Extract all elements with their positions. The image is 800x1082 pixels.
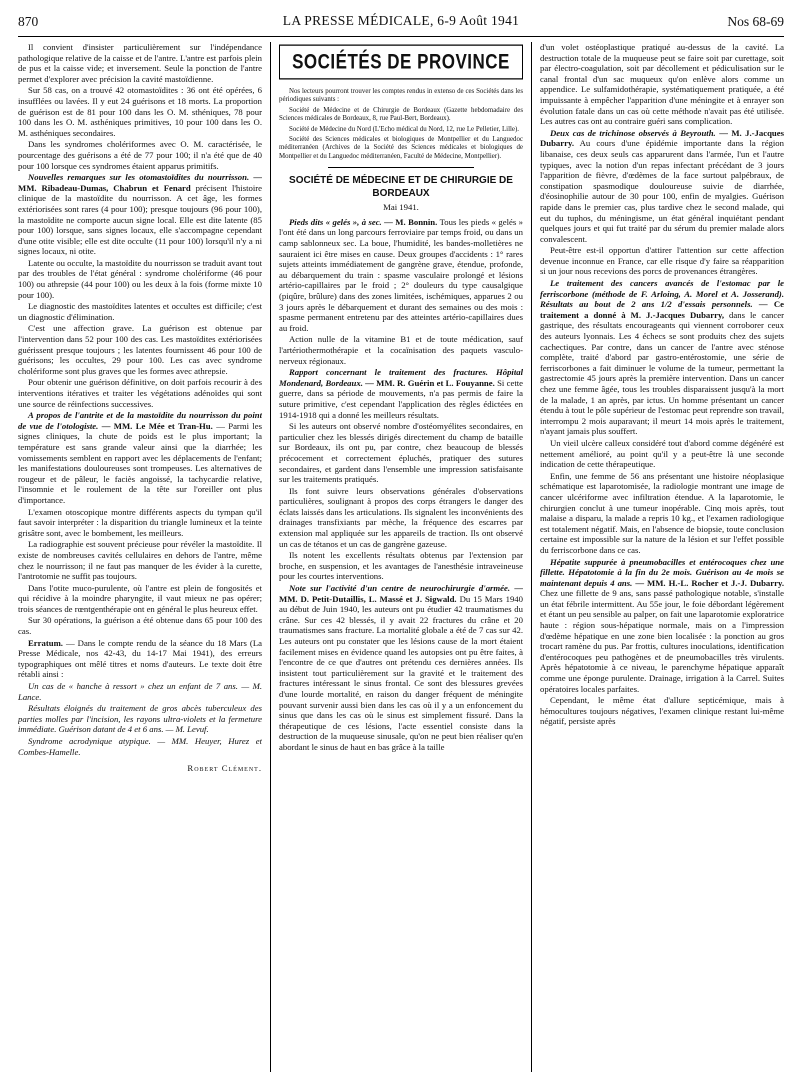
note-item: Société des Sciences médicales et biologiques de Montpellier et du Languedoc méditerranéen (Archives de la Société des Sciences médicales et biologiques de Montpellier et du Languedoc méditerranéen, Faculté de Médecine, Montpellier). — [279, 136, 523, 160]
paragraph: Action nulle de la vitamine B1 et de toute médication, sauf l'artériothermothérapie et la cocaïnisation des paquets vasculo-nerveux régionaux. — [279, 334, 523, 366]
paragraph: Cependant, le même état d'allure septicémique, mais à hémocultures toujours négatives, l'examen clinique restant lui-même négatif, persiste après — [540, 695, 784, 727]
section-heading: SOCIÉTÉS DE PROVINCE — [279, 45, 523, 80]
article-title: Nouvelles remarques sur les otomastoïdites du nourrisson. — [28, 172, 250, 183]
paragraph: Ils font suivre leurs observations générales d'observations particulières, soulignant à propos des corps étrangers le danger des éclats laissés dans les articulations. Ils signalent les inconvénients des drainages transfixiants par mèche, la fréquence des escarres par extension mal appliquée sur les appareils de traction. Ils ont observé un cas de tétanos et un cas de gangrène gazeuse. — [279, 485, 523, 549]
signature: Robert Clément. — [187, 763, 262, 774]
article-title: Deux cas de trichinose observés à Beyrouth. — [550, 127, 716, 138]
article-title: Rapport concernant le traitement des fractures. Hôpital Mondenard, Bordeaux. — [279, 367, 523, 388]
article-antrite — [18, 410, 262, 505]
paragraph: C'est une affection grave. La guérison est obtenue par l'intervention dans 52 pour 100 des cas. Les mastoïdites extériorisées guérissent presque toujours ; les latentes fournissent 46 pour 100 de guérisons; les occultes, 29 pour 100. Les cas avec syndrome cholériforme sont plus graves que les formes avec athrepsie. — [18, 323, 262, 376]
article-body: — Parmi les signes cliniques, la chute de poids est le plus important; la température est sans grande valeur ainsi que la diarrhée; les vomissements semblent en rapport avec les déplacements de l'enfant; les manifestations douloureuses sont trompeuses. Les alternatives de rougeur et de pâleur, le faciès angoissé, la tachycardie relative, l'insomnie et le roulement de la tête sur l'oreiller ont plus d'importance. — [18, 420, 262, 505]
erratum-item — [18, 736, 262, 757]
article-authors: — M. J.-Jacques Dubarry. — [540, 127, 784, 149]
article-body: Du 15 Mars 1940 au début de Juin 1940, les auteurs ont pu étudier 42 traumatismes du crâne. Sur ces 42 blessés, il y avait 22 fractures du crâne et 20 traumatismes sans fracture. La mortalité globale a été de 7 cas sur 42. Les auteurs ont pu constater que les lésions cause de la mort étaient facilement mises en évidence quand les autopsies ont pu être faites, à l'encontre de ce que d'autres ont prétendu ces dernières années. Ils insistent tout particulièrement sur la gravité et le traitement des fractures intéressant le sinus frontal. Ce sont des blessures grevées d'une lourde mortalité, en raison du danger fréquent de méningite pouvant survenir aussi bien dans les cas où il y a un enfoncement du sinus que dans les cas où le sinus est simplement fissuré. Dans la thérapeutique de ces lésions, l'acte essentiel consiste dans la destruction de la muqueuse sinusale, qu'on ne peut bien réaliser qu'en abordant le sinus de haut en bas grâce à la taille — [279, 593, 523, 752]
erratum — [18, 638, 262, 680]
article-body: dans le cancer gastrique, des résultats encourageants qui viennent corroborer ceux des auteurs lyonnais. Les 4 échecs se sont produits chez des sujets cachectiques. Par contre, dans un cancer de l'antre avec sténose complète, traité d'abord par gastro-entérostomie, une série de ferriscorbones a fait diminuer le volume de la tumeur, permettant la gastrectomie 45 jours après la première intervention. Dans un cancer chez une femme âgée, tous les troubles disparaissent jusqu'à la mort de la malade, 1 an après, par ictus. Un homme présentant un cancer étendu à tout le pôle supérieur de l'estomac peut reprendre son travail, interrompu 2 mois auparavant; il meurt 14 mois après le traitement, n'ayant jamais plus souffert. — [540, 309, 784, 437]
column-rule — [531, 42, 532, 1072]
note-item: Société de Médecine et de Chirurgie de Bordeaux (Gazette hebdomadaire des Sciences médicales de Bordeaux, 8, rue Paul-Bert, Bordeaux). — [279, 106, 523, 123]
article-body: Chez une fillette de 9 ans, sans passé pathologique notable, s'installe un état fébrile intermittent. Au 55e jour, le foie débordant légèrement et étant un peu sensible au palper, on fait une laparotomie exploratrice haute : région sous-hépatique normale, mais on a l'impression d'œdème hépatique en une zone bien localisée : la ponction au gros trocart ramène du pus. Par frottis, cultures inoculations, identification d'entérocoques peu pathogènes et de pneumobacilles très virulents. Après hépatotomie à ce niveau, le parenchyme hépatique apparaît comme une éponge purulente. Drainage, irrigation à la Carrel. Suites opératoires locales parfaites. — [540, 588, 784, 694]
article-otomastoidites — [18, 172, 262, 257]
article-fractures — [279, 367, 523, 420]
erratum-item — [18, 703, 262, 735]
article-neurochirurgie — [279, 583, 523, 753]
article-body: précisent l'histoire clinique de la mastoïdite du nourrisson. A cet âge, les formes extériorisées sont rares (4 pour 100); presque toujours (96 pour 100), la mastoïdite ne comporte aucun signe local. Elle est dite latente (85 pour 100) lorsque, sans signes locaux, elle s'accompagne cependant d'une otite visible; elle est dite occulte (11 pour 100) lorsqu'il n'y a ni signes locaux, ni otite. — [18, 182, 262, 257]
article-authors: — MM. H.-L. Rocher et J.-J. Dubarry. — [635, 577, 784, 588]
paragraph: Le diagnostic des mastoïdites latentes et occultes est difficile; c'est un diagnostic d'élimination. — [18, 301, 262, 322]
paragraph: Sur 58 cas, on a trouvé 42 otomastoïdites : 36 ont été opérées, 6 insufflées ou lavées. Il y eut 24 guérisons et 18 morts. La proportion de guérison est de 81 pour 100 dans les O. M. sthéniques, 78 pour 100 dans les O. M. asthéniques primitives, 10 pour 100 dans les O. M. asthéniques secondaires. — [18, 85, 262, 138]
article-trichinose — [540, 128, 784, 245]
society-name: SOCIÉTÉ DE MÉDECINE ET DE CHIRURGIE DE BORDEAUX — [289, 175, 513, 200]
divider — [328, 167, 474, 168]
paragraph: Pour obtenir une guérison définitive, on doit parfois recourir à des interventions itératives et traiter les végétations adénoïdes qui sont une source de réinfections successives. — [18, 377, 262, 409]
erratum-item-text: Résultats éloignés du traitement de gros abcès tuberculeux des parties molles par l'incision, les rayons ultra-violets et la fermeture immédiate. Guérison datant de 4 et 6 ans. — M. Levuf. — [18, 703, 262, 735]
article-title: Note sur l'activité d'un centre de neurochirurgie d'armée. — [289, 583, 511, 594]
paragraph: Ils notent les excellents résultats obtenus par l'extension par broche, en suspension, et les avantages de l'anesthésie intraveineuse pour les courtes interventions. — [279, 550, 523, 582]
article-authors: — MM. D. Petit-Dutaillis, L. Massé et J. Sigwald. — [279, 583, 523, 604]
note-intro: Nos lecteurs pourront trouver les comptes rendus in extenso de ces Sociétés dans les périodiques suivants : — [279, 88, 523, 104]
sources-note — [279, 88, 523, 161]
article-authors: — Ce traitement a donné à M. J.-Jacques Dubarry, — [540, 299, 784, 320]
article-ferriscorbone — [540, 278, 784, 437]
paragraph: Il convient d'insister particulièrement sur l'indépendance pathologique relative de la caisse et de l'antre. L'antre est parfois plein de pus et la caisse vide; et inversement. Seule la ponction de l'antre permet d'explorer avec précision la cavité mastoïdienne. — [18, 42, 262, 84]
article-title: Le traitement des cancers avancés de l'estomac par le ferriscorbone (méthode de F. Arloing, A. Morel et A. Josserand). Résultats au bout de 2 ans 1/2 d'essais personnels. — [540, 278, 784, 310]
article-pieds-geles — [279, 217, 523, 334]
column-right — [540, 42, 784, 1072]
erratum-body: — Dans le compte rendu de la séance du 18 Mars (La Presse Médicale, nos 42-43, du 14-17 Mai 1941), des erreurs typographiques ont mêlé titres et noms d'auteurs. Le texte doit être rétabli ainsi : — [18, 637, 262, 680]
article-authors: — MM. Ribadeau-Dumas, Chabrun et Fenard — [18, 172, 262, 193]
session-date: Mai 1941. — [383, 202, 419, 213]
article-body: Tous les pieds « gelés » l'ont été dans un long parcours ferroviaire par temps froid, ou dans un camp sablonneux sec. La boue, l'humidité, les bandes-molletières ne sauraient ici être mises en cause. Deux groupes d'accidents : 1° rares sujets atteints immédiatement de gangrène grave, étendue, profonde, au débarquement du train : spasme vasculaire prolongé et lésions artério-capillaires par le froid ; 2° douleurs du type causalgique (piqûre, brûlure) dans des zones limitées, ischémiques, apparues 2 ou 3 jours après le débarquement et durant des semaines ou des mois : spasme permanent entretenu par des atteintes artério-capillaires dues au froid. — [279, 216, 523, 333]
article-title: Pieds dits « gelés », à sec. — [289, 216, 382, 227]
paragraph: d'un volet ostéoplastique pratiqué au-dessus de la cavité. La destruction totale de la muqueuse peut se faire soit par curettage, soit par électro-coagulation, soit par décollement et pédiculisation sur le canal frontal d'un sac muqueux qu'on enlève alors comme un appendice. Le sulfamidothérapie, systématiquement pratiquée, a été impuissante à empêcher l'apparition d'une méningite et à enrayer son évolution fatale dans un cas où cette méthode n'avait pas été utilisée. Les autres cas ont au contraire guéri sans complication. — [540, 42, 784, 127]
article-title: Hépatite suppurée à pneumobacilles et entérocoques chez une fillette. Hépatotomie à la fin du 2e mois. Guérison au 4e mois se maintenant depuis 4 ans. — [540, 556, 784, 588]
note-item: Société de Médecine du Nord (L'Echo médical du Nord, 12, rue Le Pelletier, Lille). — [289, 125, 519, 133]
erratum-item — [18, 681, 262, 702]
article-body: Au cours d'une épidémie importante dans la région libanaise, ces deux seuls cas apparurent dans l'armée, l'un et l'autre typiques, avec la notion d'un repas infectant précédant de 3 jours l'apparition de fièvre, d'œdèmes de la face surtout palpébraux, de constipation spasmodique douloureuse suivie de diarrhée, d'éosinophilie autour de 30 pour 100, enfin de myalgies. Guérison rapide dans le premier cas, plus tardive chez le second malade, qui eut du tuphos, du méningisme, un état général inquiétant pendant quelques jours et qui fut traité par du sérum du premier malade alors convalescent. — [540, 138, 784, 244]
journal-title: LA PRESSE MÉDICALE, 6-9 Août 1941 — [282, 13, 520, 28]
column-middle — [279, 42, 523, 1072]
erratum-item-text: Syndrome acrodynique atypique. — MM. Heuyer, Hurez et Combes-Hamelle. — [18, 736, 262, 757]
article-authors: — MM. R. Guérin et L. Fouyanne. — [365, 377, 495, 388]
paragraph: Peut-être est-il opportun d'attirer l'attention sur cette affection devenue inconnue en France, car elle risque d'y faire sa réapparition si un jour nous recevions des porcs de provenances étrangères. — [540, 245, 784, 277]
article-body: Si cette guerre, dans sa période de mouvements, n'a pas permis de faire la suture primitive, c'est cependant l'application des règles édictées en 1914-1918 qui a donné les meilleurs résultats. — [279, 377, 523, 420]
erratum-label: Erratum. — [28, 637, 63, 648]
article-authors: — MM. Le Mée et Tran-Hu. — [101, 420, 213, 431]
paragraph: Sur 30 opérations, la guérison a été obtenue dans 65 pour 100 des cas. — [18, 615, 262, 637]
column-left — [18, 42, 262, 1072]
paragraph: Si les auteurs ont observé nombre d'ostéomyélites secondaires, en particulier chez les blessés dirigés directement du champ de bataille sur Bordeaux, ils ont pu, par contre, chez beaucoup de blessés précocement et correctement épluchés, pratiquer des sutures secondaires, et gardent dans l'ensemble une impression satisfaisante sur les traitements pratiqués. — [279, 421, 523, 485]
page-number: 870 — [18, 14, 39, 29]
paragraph: Latente ou occulte, la mastoïdite du nourrisson se traduit avant tout par des troubles de l'état général : syndrome cholériforme (46 pour 100) ou athrepsie (44 pour 100) ou les deux à la fois (forme mixte 10 pour 100). — [18, 257, 262, 300]
paragraph: Dans l'otite muco-purulente, où l'antre est plein de fongosités et qui récidive à la moindre pharyngite, il vaut mieux ne pas opérer; trois séances de rœntgenthérapie ont en général le plus heureux effet. — [18, 582, 262, 614]
issue-number: Nos 68-69 — [727, 14, 784, 29]
paragraph: Enfin, une femme de 56 ans présentant une histoire néoplasique schématique est laparotomisée, la radiologie montrant une image de cancer ulcériforme avec infiltration étendue. A la laparotomie, le chirurgien conclut à une tumeur inopérable. Cinq mois après, tout malaise a disparu, la malade a repris 10 kg., et l'examen radiologique est totalement négatif. Mais, en l'absence de biopsie, toute conclusion certaine est impossible sur la nature de la lésion et sur l'effet possible du ferriscorbone dans ce cas. — [540, 470, 784, 555]
masthead — [18, 10, 784, 37]
article-authors: — M. Bonnin. — [384, 216, 438, 227]
paragraph: La radiographie est souvent précieuse pour révéler la mastoïdite. Il existe de nombreuses cavités cellulaires en dehors de l'antre, même chez le nourrisson; il ne faut pas manquer de les évider à la curette, l'antrotomie ne suffit pas toujours. — [18, 539, 262, 582]
article-hepatite — [540, 557, 784, 695]
paragraph: Un vieil ulcère calleux considéré tout d'abord comme dégénéré est nettement amélioré, au point qu'il y a peut-être là une seconde indication de cette thérapeutique. — [540, 437, 784, 470]
paragraph: Dans les syndromes cholériformes avec O. M. caractérisée, le pourcentage des guérisons a été de 77 pour 100; il n'a été que de 40 pour 100 lorsque ces syndromes étaient apparus primitifs. — [18, 139, 262, 171]
paragraph: L'examen otoscopique montre différents aspects du tympan qu'il faut savoir interpréter : la disparition du triangle lumineux et la teinte grisâtre sont, avec le bombement, les meilleurs. — [18, 506, 262, 538]
article-title: A propos de l'antrite et de la mastoïdite du nourrisson du point de vue de l'otologiste. — [18, 410, 262, 431]
column-rule — [270, 42, 271, 1072]
columns — [18, 42, 784, 1074]
erratum-item-text: Un cas de « hanche à ressort » chez un enfant de 7 ans. — M. Lance. — [18, 681, 262, 702]
